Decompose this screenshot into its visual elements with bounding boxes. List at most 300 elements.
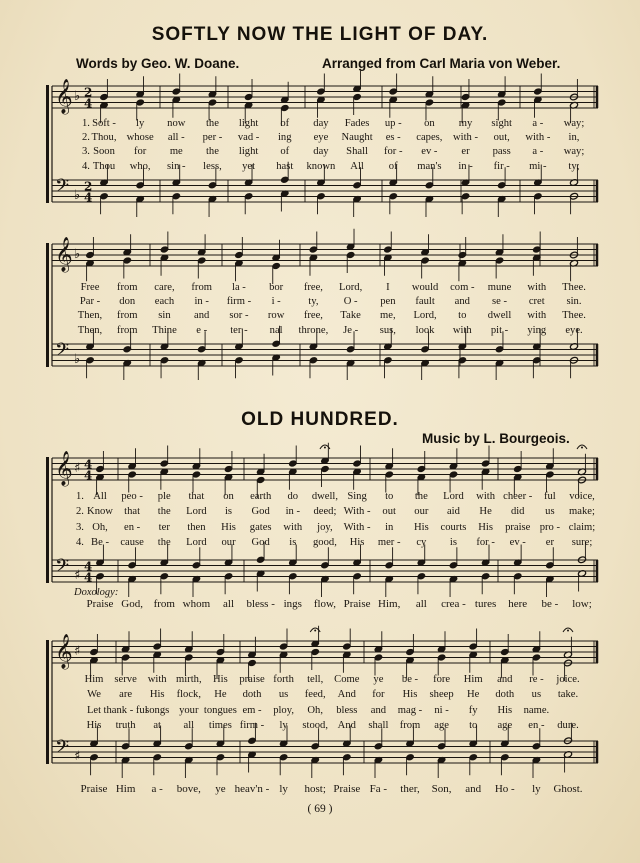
- lyric-syllable: dwell,: [311, 491, 339, 502]
- bass-clef-icon: 𝄢: [55, 176, 70, 201]
- lyric-syllable: from: [116, 310, 138, 322]
- lyric-syllable: eye: [313, 132, 329, 144]
- lyric-syllable: light: [238, 118, 259, 129]
- soprano-note: [279, 629, 288, 651]
- lyric-syllable: do: [287, 491, 299, 502]
- doxology-syllable: here: [508, 598, 528, 610]
- lyric-syllable: age: [497, 720, 513, 732]
- soprano-note: [469, 629, 478, 651]
- soprano-note: [437, 631, 446, 653]
- lyric-syllable: ful: [543, 491, 556, 502]
- lyric-syllable: and: [454, 296, 470, 308]
- lyric-syllable: voice,: [569, 491, 595, 502]
- lyric-syllable: Him: [463, 674, 483, 685]
- lyric-syllable: for: [133, 146, 147, 158]
- treble-clef-icon: 𝄞: [55, 451, 73, 486]
- lyric-syllable: Lord: [186, 506, 207, 518]
- bass-note: [406, 753, 415, 775]
- sharp-key-icon: ♯: [74, 461, 81, 476]
- lyric-syllable: His: [402, 689, 418, 701]
- alto-note: [279, 651, 288, 673]
- lyric-syllable: gates: [249, 521, 272, 533]
- music-credit: Arranged from Carl Maria von Weber.: [322, 56, 561, 71]
- lyric-syllable: way;: [563, 118, 585, 129]
- doxology-line: [0, 783, 640, 797]
- lyric-syllable: en -: [124, 521, 141, 533]
- lyric-syllable: in -: [194, 296, 209, 308]
- lyric-syllable: take.: [557, 689, 579, 701]
- lyric-syllable: name.: [523, 704, 550, 716]
- lyric-syllable: And: [337, 720, 356, 732]
- lyric-syllable: throne,: [298, 324, 329, 336]
- lyric-syllable: in -: [285, 506, 301, 518]
- lyric-syllable: com -: [450, 282, 475, 293]
- soprano-note: [374, 631, 383, 653]
- lyric-syllable: from: [399, 720, 421, 732]
- lyric-syllable: us: [545, 506, 555, 518]
- lyric-syllable: aid: [446, 506, 460, 518]
- lyric-syllable: sin.: [566, 296, 582, 308]
- lyric-syllable: the: [414, 491, 428, 502]
- lyric-syllable: Thee.: [562, 282, 586, 293]
- lyric-syllable: with: [452, 324, 472, 336]
- verse-number: 1.: [76, 491, 84, 502]
- lyric-syllable: feed,: [304, 689, 326, 701]
- lyric-syllable: mer -: [377, 537, 401, 549]
- doxology-syllable: Him,: [378, 598, 401, 610]
- soprano-note: [90, 634, 99, 656]
- lyric-syllable: in: [385, 521, 394, 533]
- bass-clef-icon: 𝄢: [55, 340, 70, 365]
- fermata-dot: [314, 630, 316, 632]
- lyric-syllable: that: [188, 491, 205, 502]
- lyric-syllable: ye: [373, 674, 384, 685]
- lyric-syllable: doth: [495, 689, 515, 701]
- lyric-syllable: would: [411, 282, 439, 293]
- lyric-syllable: Sing: [347, 491, 367, 502]
- lyric-syllable: Oh,: [307, 704, 323, 716]
- lyric-syllable: man's: [417, 160, 442, 172]
- doxology-syllable: tures: [474, 598, 497, 610]
- doxology-syllable: Ghost.: [553, 783, 583, 795]
- lyric-syllable: all: [183, 720, 195, 732]
- lyric-syllable: me,: [380, 310, 396, 322]
- words-credit: Words by Geo. W. Doane.: [76, 56, 240, 71]
- lyric-syllable: sure;: [571, 537, 593, 549]
- lyric-syllable: tell,: [307, 674, 324, 685]
- flat-key-icon: ♭: [74, 352, 81, 367]
- lyric-syllable: ni -: [434, 704, 449, 716]
- lyric-syllable: Je -: [343, 324, 359, 336]
- doxology-syllable: Praise: [333, 783, 361, 795]
- lyric-syllable: And: [337, 689, 356, 701]
- lyric-syllable: is: [224, 506, 233, 518]
- bass-note: [311, 756, 320, 778]
- lyric-syllable: ty,: [308, 296, 319, 308]
- doxology-syllable: Praise: [80, 783, 108, 795]
- lyric-syllable: did: [510, 506, 525, 518]
- lyric-syllable: from: [116, 324, 138, 336]
- lyric-syllable: are: [119, 689, 133, 701]
- alto-note: [532, 654, 541, 676]
- lyric-syllable: With -: [343, 506, 371, 518]
- time-signature-bottom: 4: [84, 190, 93, 205]
- flat-key-icon: ♭: [74, 188, 81, 203]
- treble-clef-icon: 𝄞: [55, 634, 73, 669]
- lyric-syllable: with: [476, 491, 496, 502]
- lyric-syllable: in -: [458, 160, 473, 172]
- lyric-syllable: praise: [239, 674, 265, 685]
- hymn-title: SOFTLY NOW THE LIGHT OF DAY.: [151, 24, 489, 45]
- lyric-syllable: free,: [303, 282, 323, 293]
- lyric-syllable: of: [388, 160, 398, 172]
- lyric-syllable: God: [251, 506, 270, 518]
- lyric-syllable: claim;: [568, 521, 596, 533]
- lyric-syllable: All: [350, 160, 364, 172]
- lyric-syllable: Him: [84, 674, 104, 685]
- doxology-label: Doxology:: [74, 587, 119, 598]
- time-signature-bottom: 4: [84, 96, 93, 111]
- lyric-syllable: whose: [126, 132, 154, 144]
- lyric-syllable: ty;: [568, 160, 580, 172]
- lyric-syllable: peo -: [121, 491, 143, 502]
- doxology-syllable: Praise: [343, 598, 371, 610]
- lyric-syllable: shall: [368, 720, 389, 732]
- lyric-syllable: the: [205, 118, 219, 129]
- soprano-note: [532, 631, 541, 653]
- bass-note: [248, 751, 257, 773]
- lyric-syllable: serve: [114, 674, 137, 685]
- doxology-syllable: host;: [304, 783, 326, 795]
- time-signature-top: 2: [84, 179, 93, 194]
- lyric-syllable: Soon: [93, 146, 115, 158]
- lyric-syllable: His: [349, 537, 365, 549]
- lyric-syllable: He: [467, 689, 480, 701]
- verse-number: 3.: [82, 146, 90, 158]
- bass-note: [437, 756, 446, 778]
- lyric-syllable: Thou: [92, 160, 116, 172]
- lyric-syllable: en -: [528, 720, 545, 732]
- lyric-syllable: with: [527, 282, 547, 293]
- lyric-syllable: er: [461, 146, 470, 158]
- lyric-line: [0, 689, 640, 703]
- treble-clef-icon: 𝄞: [55, 79, 73, 114]
- lyric-syllable: our: [414, 506, 429, 518]
- lyric-syllable: tongues: [203, 704, 237, 716]
- doxology-syllable: Son,: [431, 783, 452, 795]
- flat-key-icon: ♭: [74, 247, 81, 262]
- lyric-syllable: each: [154, 296, 175, 308]
- lyric-syllable: all -: [167, 132, 185, 144]
- lyric-syllable: Know: [87, 506, 113, 518]
- lyric-syllable: way;: [563, 146, 585, 158]
- lyric-syllable: with: [527, 310, 547, 322]
- lyric-syllable: good,: [313, 537, 337, 549]
- lyric-syllable: Lord,: [338, 282, 363, 293]
- bass-note: [500, 753, 509, 775]
- lyric-syllable: i -: [271, 296, 281, 308]
- lyric-syllable: His: [213, 674, 228, 685]
- lyric-syllable: We: [87, 689, 101, 701]
- lyric-syllable: is: [449, 537, 457, 549]
- bass-note: [121, 756, 130, 778]
- alto-note: [121, 654, 130, 676]
- treble-staff: [52, 634, 598, 670]
- lyric-syllable: la -: [232, 282, 246, 293]
- lyric-syllable: ly: [136, 118, 145, 129]
- lyric-syllable: Thou,: [91, 132, 117, 144]
- doxology-syllable: all: [415, 598, 427, 610]
- alto-note: [374, 654, 383, 676]
- bass-note: [216, 753, 225, 775]
- lyric-syllable: from: [191, 282, 212, 293]
- lyric-syllable: per -: [202, 132, 223, 144]
- lyric-syllable: us: [278, 689, 289, 701]
- lyric-syllable: with: [283, 521, 303, 533]
- lyric-syllable: at: [153, 720, 162, 732]
- lyric-syllable: fore: [433, 674, 451, 685]
- lyric-syllable: mag -: [397, 704, 423, 716]
- lyric-syllable: es -: [385, 132, 401, 144]
- lyric-syllable: God: [251, 537, 270, 549]
- soprano-note: [248, 637, 257, 659]
- lyric-syllable: pro -: [539, 521, 561, 533]
- lyric-syllable: praise: [505, 521, 531, 533]
- lyric-syllable: mirth,: [175, 674, 202, 685]
- lyric-syllable: less,: [203, 160, 222, 172]
- lyric-syllable: pit -: [490, 324, 509, 336]
- bass-note: [374, 756, 383, 778]
- bass-note: [469, 753, 478, 775]
- lyric-syllable: sheep: [429, 689, 454, 701]
- time-signature-top: 2: [84, 85, 93, 100]
- lyric-syllable: from: [116, 282, 138, 293]
- soprano-note: [121, 631, 130, 653]
- lyric-syllable: truth: [115, 720, 136, 732]
- lyric-syllable: make;: [569, 506, 595, 518]
- lyric-syllable: ter: [158, 521, 170, 533]
- lyric-syllable: your: [179, 704, 199, 716]
- lyric-syllable: hast: [276, 160, 294, 172]
- lyric-syllable: songs: [145, 704, 170, 716]
- lyric-syllable: times: [208, 720, 232, 732]
- lyric-syllable: flock,: [176, 689, 202, 701]
- doxology-syllable: God,: [121, 598, 143, 610]
- lyric-syllable: joy,: [317, 521, 333, 533]
- bass-note: [564, 751, 573, 773]
- lyric-line: [0, 705, 640, 719]
- lyric-syllable: thank - ful: [103, 704, 148, 716]
- lyric-syllable: nal: [269, 324, 283, 336]
- time-signature-top: 4: [84, 559, 93, 574]
- alto-note: [437, 654, 446, 676]
- lyric-syllable: With -: [343, 521, 371, 533]
- lyric-syllable: ev -: [421, 146, 438, 158]
- doxology-syllable: all: [223, 598, 235, 610]
- doxology-syllable: from: [153, 598, 175, 610]
- soprano-note: [216, 634, 225, 656]
- lyric-syllable: er: [545, 537, 554, 549]
- lyric-syllable: us: [531, 689, 542, 701]
- lyric-syllable: the: [157, 537, 171, 549]
- lyric-syllable: cy: [416, 537, 427, 549]
- lyric-syllable: e -: [196, 324, 208, 336]
- lyric-syllable: fault: [415, 296, 435, 308]
- lyric-syllable: with -: [525, 132, 551, 144]
- lyric-syllable: out: [382, 506, 396, 518]
- doxology-syllable: ly: [532, 783, 541, 795]
- lyric-syllable: our: [221, 537, 236, 549]
- doxology-syllable: ly: [279, 783, 288, 795]
- lyric-syllable: the: [205, 146, 219, 158]
- lyric-syllable: em -: [242, 704, 262, 716]
- time-signature-bottom: 4: [84, 570, 93, 585]
- lyric-syllable: I: [386, 282, 390, 293]
- lyric-syllable: Be -: [91, 537, 109, 549]
- verse-number: 1.: [82, 118, 90, 129]
- lyric-syllable: of: [280, 118, 290, 129]
- soprano-note: [153, 629, 162, 651]
- lyric-line: [0, 720, 640, 734]
- lyric-syllable: with: [147, 674, 167, 685]
- lyric-syllable: courts: [440, 521, 467, 533]
- doxology-syllable: a -: [151, 783, 163, 795]
- lyric-syllable: to: [385, 491, 394, 502]
- lyric-syllable: re -: [529, 674, 544, 685]
- lyric-syllable: pass: [492, 146, 511, 158]
- lyric-syllable: ing: [277, 132, 292, 144]
- lyric-syllable: ly: [279, 720, 288, 732]
- lyric-syllable: sin -: [167, 160, 186, 172]
- lyric-syllable: care,: [154, 282, 175, 293]
- lyric-syllable: eye.: [565, 324, 583, 336]
- lyric-syllable: now: [167, 118, 186, 129]
- doxology-syllable: be -: [541, 598, 559, 610]
- lyric-syllable: of: [280, 146, 290, 158]
- lyric-syllable: then: [187, 521, 206, 533]
- lyric-syllable: firm -: [226, 296, 252, 308]
- doxology-syllable: Praise: [86, 598, 114, 610]
- lyric-syllable: to: [469, 720, 478, 732]
- lyric-syllable: All: [93, 491, 107, 502]
- lyric-syllable: Come: [334, 674, 360, 685]
- lyric-syllable: ter -: [230, 324, 248, 336]
- lyric-syllable: don: [119, 296, 136, 308]
- lyric-syllable: Let: [86, 704, 102, 716]
- lyric-syllable: His: [497, 704, 513, 716]
- sharp-key-icon: ♯: [74, 568, 81, 583]
- lyric-syllable: Soft -: [92, 118, 116, 129]
- page-number: ( 69 ): [307, 803, 333, 815]
- lyric-syllable: pen: [380, 296, 396, 308]
- lyric-syllable: cause: [120, 537, 144, 549]
- lyric-syllable: O -: [343, 296, 358, 308]
- lyric-syllable: my: [458, 118, 473, 129]
- verse-number: 2.: [76, 506, 84, 518]
- lyric-syllable: day: [313, 118, 329, 129]
- lyric-syllable: for -: [476, 537, 495, 549]
- lyric-syllable: capes,: [416, 132, 443, 144]
- lyric-syllable: Oh,: [92, 521, 108, 533]
- lyric-syllable: is: [289, 537, 297, 549]
- alto-note: [342, 651, 351, 673]
- lyric-syllable: bor: [269, 282, 284, 293]
- lyric-syllable: ev -: [509, 537, 526, 549]
- verse-number: 4.: [82, 160, 90, 172]
- music-credit: Music by L. Bourgeois.: [422, 431, 570, 446]
- lyric-syllable: Thine: [152, 324, 177, 336]
- lyric-syllable: sin: [158, 310, 171, 322]
- lyric-syllable: ying: [527, 324, 547, 336]
- lyric-syllable: row: [267, 310, 285, 322]
- bass-clef-icon: 𝄢: [55, 737, 70, 762]
- lyric-syllable: free,: [303, 310, 323, 322]
- lyric-syllable: and: [497, 674, 513, 685]
- lyric-syllable: me: [169, 146, 183, 158]
- verse-number: 2.: [82, 132, 90, 144]
- bass-note: [532, 756, 541, 778]
- lyric-syllable: firm -: [239, 720, 265, 732]
- sharp-key-icon: ♯: [74, 644, 81, 659]
- lyric-syllable: in,: [568, 132, 580, 144]
- lyric-syllable: doth: [242, 689, 262, 701]
- lyric-syllable: mune: [487, 282, 512, 293]
- doxology-syllable: heav'n -: [234, 783, 270, 795]
- doxology-syllable: bless -: [246, 598, 275, 610]
- lyric-syllable: Par -: [79, 296, 101, 308]
- lyric-syllable: His: [86, 720, 102, 732]
- doxology-syllable: crea -: [441, 598, 466, 610]
- doxology-syllable: ther,: [400, 783, 420, 795]
- bass-note: [153, 753, 162, 775]
- lyric-syllable: a -: [532, 146, 544, 158]
- soprano-note: [184, 631, 193, 653]
- lyric-syllable: se -: [492, 296, 508, 308]
- lyric-syllable: Thee.: [562, 310, 586, 322]
- lyric-syllable: forth: [273, 674, 294, 685]
- doxology-syllable: whom: [182, 598, 211, 610]
- lyric-syllable: Naught: [341, 132, 373, 144]
- lyric-syllable: His: [221, 521, 236, 533]
- lyric-syllable: cret: [528, 296, 545, 308]
- doxology-syllable: ings: [283, 598, 302, 610]
- lyric-syllable: Shall: [346, 146, 368, 158]
- lyric-syllable: up -: [384, 118, 402, 129]
- lyric-syllable: He: [214, 689, 227, 701]
- lyric-syllable: that: [124, 506, 141, 518]
- bass-staff: [52, 737, 598, 764]
- doxology-syllable: flow,: [313, 598, 337, 610]
- lyric-syllable: cheer -: [503, 491, 533, 502]
- doxology-syllable: low;: [572, 598, 592, 610]
- lyric-syllable: deed;: [313, 506, 337, 518]
- lyric-syllable: light: [238, 146, 259, 158]
- lyric-syllable: out,: [493, 132, 510, 144]
- lyric-syllable: a -: [532, 118, 544, 129]
- lyric-syllable: earth: [250, 491, 272, 502]
- lyric-syllable: to: [458, 310, 467, 322]
- lyric-syllable: for: [372, 689, 385, 701]
- lyric-syllable: be -: [401, 674, 419, 685]
- lyric-syllable: ple: [157, 491, 171, 502]
- soprano-note: [564, 637, 573, 659]
- lyric-syllable: Lord: [443, 491, 464, 502]
- lyric-syllable: sor -: [229, 310, 249, 322]
- lyric-syllable: His: [413, 521, 429, 533]
- lyric-syllable: fy: [468, 704, 478, 716]
- verse-number: 3.: [76, 521, 84, 533]
- time-signature-top: 4: [84, 457, 93, 472]
